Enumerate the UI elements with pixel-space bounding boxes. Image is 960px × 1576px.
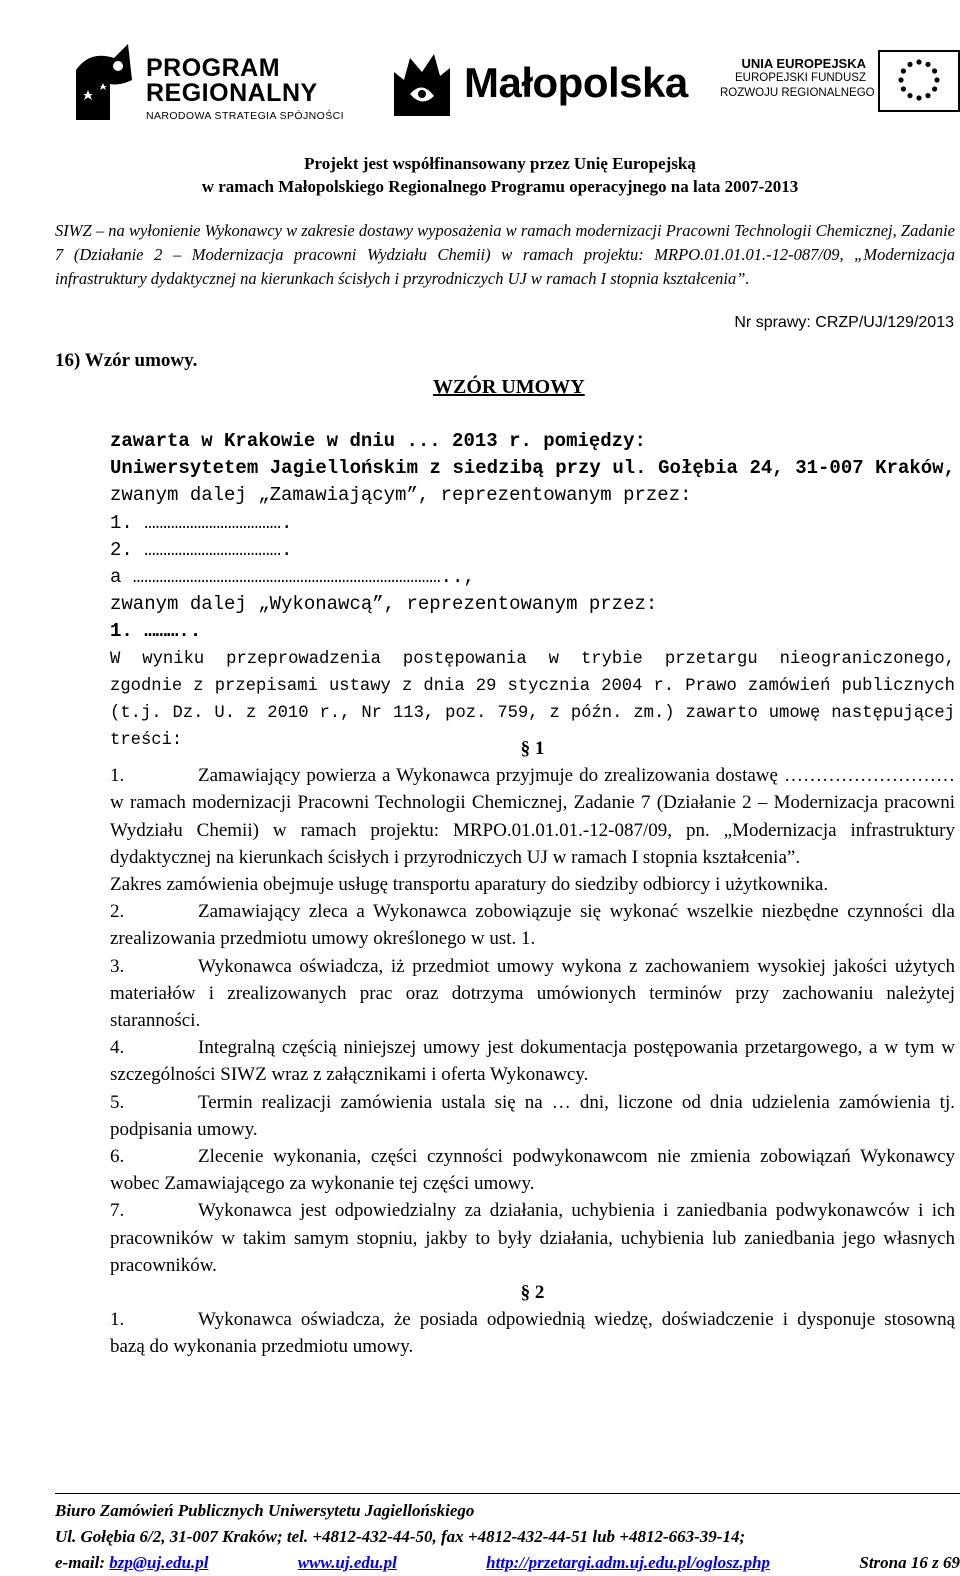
malopolska-logo [392,50,692,120]
item-number: 4. [110,1037,125,1059]
list-item [110,1143,955,1197]
program-subtitle: NARODOWA STRATEGIA SPÓJNOŚCI [146,110,344,122]
item-number: 1. [110,765,125,787]
intro-legal-basis: W wyniku przeprowadzenia postępowania w trybie przetargu nieograniczonego, zgodnie z przepisami ustawy z dnia 29 stycznia 2004 r. Prawo zamówień publicznych (t.j. Dz. U. z 2010 r., Nr 113, poz. 759, z późn. zm.) zawarto umowę następującej treści: [110,649,955,751]
footer-page-number: Strona 16 z 69 [859,1553,960,1572]
agreement-intro [110,428,955,754]
list-item [110,1197,955,1279]
siwz-header: SIWZ – na wyłonienie Wykonawcy w zakresie dostawy wyposażenia w ramach modernizacji Pracowni Technologii Chemicznej, Zadanie 7 (Działanie 2 – Modernizacja pracowni Wydziału Chemii) w ramach projektu: MRPO.01.01.01.-12-087/09, „Modernizacja infrastruktury dydaktycznej na kierunkach ścisłych i przyrodniczych UJ w ramach I stopnia kształcenia”. [55,221,955,288]
paragraph-2-heading: § 2 [520,1282,545,1304]
footer-www-link[interactable]: www.uj.edu.pl [297,1553,397,1572]
intro-rep-2: 2. ………………………………. [110,538,293,561]
eu-line2: EUROPEJSKI FUNDUSZ [735,72,866,84]
paragraph-2-items [110,1306,955,1360]
item-text: Wykonawca jest odpowiedzialny za działania, uchybienia i zaniedbania podwykonawców i ich pracowników w takim samym stopniu, jakby to były działania, uchybienia lub zaniedbania jego własnych pracowników. [110,1200,955,1276]
footer-divider [55,1493,960,1494]
case-number: Nr sprawy: CRZP/UJ/129/2013 [734,314,954,331]
intro-ordering-party-line: zwanym dalej „Zamawiającym”, reprezentowanym przez: [110,484,692,507]
document-title: WZÓR UMOWY [433,376,585,398]
footer-email-link[interactable]: bzp@uj.edu.pl [109,1553,209,1572]
eu-flag-icon [878,50,960,112]
intro-rep-1: 1. ………………………………. [110,511,293,534]
malopolska-crown-icon [392,50,452,118]
paragraph-1-items [110,762,955,1279]
intro-contractor-line: zwanym dalej „Wykonawcą”, reprezentowanym przez: [110,593,658,616]
footer-office: Biuro Zamówień Publicznych Uniwersytetu Jagiellońskiego [55,1501,475,1520]
item-number: 2. [110,901,125,923]
item-text: Zamawiający powierza a Wykonawca przyjmuje do zrealizowania dostawę ……………………… w ramach modernizacji Pracowni Technologii Chemicznej, Zadanie 7 (Działanie 2 – Modernizacja pracowni Wydziału Chemii) w ramach projektu: MRPO.01.01.01.-12-087/09, pn. „Modernizacja infrastruktury dydaktycznej na kierunkach ścisłych i przyrodniczych UJ w ramach I stopnia kształcenia”. [110,765,955,868]
agreement-body [110,735,955,1361]
item-text: Termin realizacji zamówienia ustala się na … dni, liczone od dnia udzielenia zamówienia tj. podpisania umowy. [110,1091,955,1140]
section-title: 16) Wzór umowy. [55,350,198,371]
item-number: 5. [110,1091,125,1113]
item-number: 1. [110,1309,125,1331]
list-item [110,871,955,898]
list-item [110,1306,955,1360]
cofinancing-line1: Projekt jest współfinansowany przez Unię Europejską [304,154,696,173]
list-item [110,953,955,1035]
item-text: Integralną częścią niniejszej umowy jest dokumentacja postępowania przetargowego, a w tym w szczególności SIWZ wraz z załącznikami i oferta Wykonawcy. [110,1037,955,1086]
footer-tender-link[interactable]: http://przetargi.adm.uj.edu.pl/oglosz.php [486,1553,771,1572]
intro-contractor-rep-1: 1. ……….. [110,620,202,643]
program-regionalny-logo [70,40,360,125]
intro-date-line: zawarta w Krakowie w dniu ... 2013 r. pomiędzy: [110,430,646,452]
eu-logo [720,48,960,118]
item-text: Zlecenie wykonania, części czynności podwykonawcom nie zmienia zobowiązań Wykonawcy wobec Zamawiającego za wykonanie tej części umowy. [110,1146,955,1195]
eu-line1: UNIA EUROPEJSKA [741,56,866,71]
program-line2: REGIONALNY [146,79,318,107]
intro-contractor-name: a ……………………………………………………………………….., [110,566,475,589]
list-item [110,1034,955,1088]
malopolska-wordmark: Małopolska [464,59,688,106]
item-number: 3. [110,955,125,977]
list-item [110,762,955,871]
item-number: 7. [110,1200,125,1222]
cofinancing-line2: w ramach Małopolskiego Regionalnego Programu operacyjnego na lata 2007-2013 [201,177,799,196]
intro-university-line: Uniwersytetem Jagiellońskim z siedzibą przy ul. Gołębia 24, 31-007 Kraków, [110,457,955,480]
list-item [110,898,955,952]
item-number: 6. [110,1146,125,1168]
item-text: Wykonawca oświadcza, że posiada odpowiednią wiedzę, doświadczenie i dysponuje stosowną bazą do wykonania przedmiotu umowy. [110,1309,955,1358]
footer-address: Ul. Gołębia 6/2, 31-007 Kraków; tel. +4812-432-44-50, fax +4812-432-44-51 lub +4812-663-39-14; [55,1527,746,1546]
program-regionalny-emblem-icon [70,40,138,122]
item-text: Zakres zamówienia obejmuje usługę transportu aparatury do siedziby odbiorcy i użytkownika. [110,874,829,896]
program-line1: PROGRAM [146,54,281,82]
page-footer [55,1493,960,1576]
footer-email-label: e-mail: [55,1553,106,1572]
eu-line3: ROZWOJU REGIONALNEGO [720,87,875,99]
item-text: Wykonawca oświadcza, iż przedmiot umowy wykona z zachowaniem wysokiej jakości użytych materiałów i zrealizowanych prac oraz dotrzyma umówionych terminów przy zachowaniu należytej staranności. [110,955,955,1032]
paragraph-1-heading: § 1 [520,738,545,759]
item-text: Zamawiający zleca a Wykonawca zobowiązuje się wykonać wszelkie niezbędne czynności dla zrealizowania przedmiotu umowy określonego w ust. 1. [110,901,955,950]
list-item [110,1089,955,1143]
